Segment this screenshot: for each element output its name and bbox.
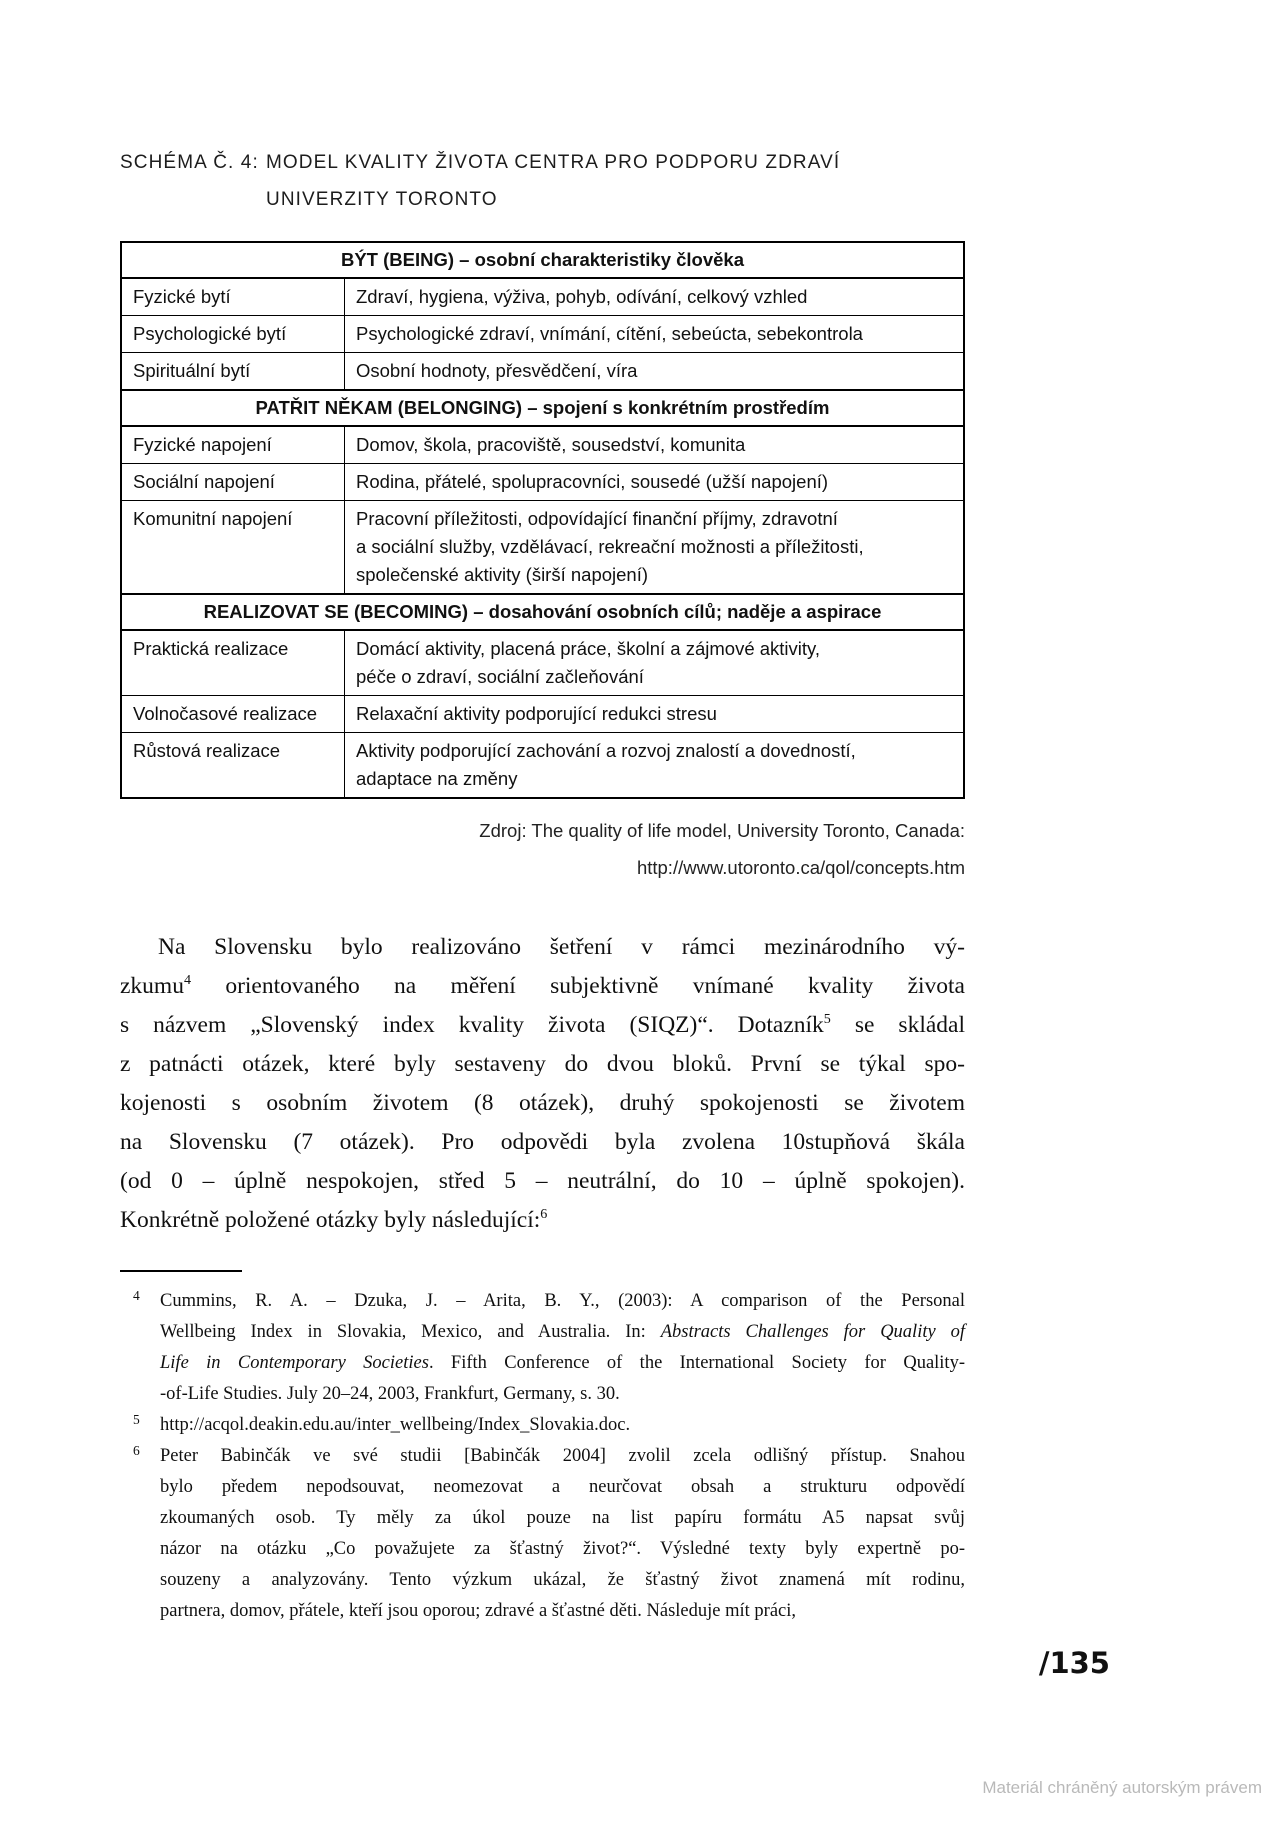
footnote-line <box>160 1441 965 1472</box>
schema-heading-line2: UNIVERZITY TORONTO <box>266 189 498 210</box>
text-segment: s názvem „Slovenský index kvality života (SIQZ)“. Dotazník <box>120 1012 824 1038</box>
row-value: Domov, škola, pracoviště, sousedství, komunita <box>345 426 965 464</box>
table-row <box>121 733 964 799</box>
table-section-header: BÝT (BEING) – osobní charakteristiky člověka <box>121 242 964 278</box>
text-segment: souzeny a analyzovány. Tento výzkum ukázal, že šťastný život znamená mít rodinu, <box>160 1570 965 1590</box>
body-line <box>120 1084 965 1123</box>
body-line <box>120 928 965 967</box>
row-label: Fyzické napojení <box>121 426 345 464</box>
footnote-line <box>160 1348 965 1379</box>
table-source-line1: Zdroj: The quality of life model, University Toronto, Canada: <box>479 820 965 841</box>
text-segment: zkumu <box>120 973 184 999</box>
table-row <box>121 464 964 501</box>
text-segment: se skládal <box>830 1012 965 1038</box>
row-value: Rodina, přátelé, spolupracovníci, sousedé (užší napojení) <box>345 464 965 501</box>
footnote <box>120 1410 965 1441</box>
row-value: Osobní hodnoty, přesvědčení, víra <box>345 353 965 391</box>
table-row <box>121 696 964 733</box>
text-segment: Abstracts Challenges for Quality of <box>660 1322 965 1342</box>
row-label: Psychologické bytí <box>121 316 345 353</box>
body-line <box>120 967 965 1006</box>
schema-heading-line1: MODEL KVALITY ŽIVOTA CENTRA PRO PODPORU ZDRAVÍ <box>266 152 841 173</box>
body-line <box>120 1006 965 1045</box>
footnote-marker: 5 <box>823 1011 831 1028</box>
footnote-line <box>160 1534 965 1565</box>
schema-heading-lines <box>266 144 840 218</box>
text-segment: kojenosti s osobním životem (8 otázek), druhý spokojenosti se životem <box>120 1090 965 1116</box>
row-value: Relaxační aktivity podporující redukci stresu <box>345 696 965 733</box>
body-line <box>120 1045 965 1084</box>
table-source <box>120 812 965 886</box>
row-label: Růstová realizace <box>121 733 345 799</box>
body-line <box>120 1201 965 1240</box>
text-segment: Peter Babinčák ve své studii [Babinčák 2004] zvolil zcela odlišný přístup. Snahou <box>160 1446 965 1466</box>
schema-heading <box>120 144 965 218</box>
footnote-marker: 4 <box>183 972 192 989</box>
table-row <box>121 353 964 391</box>
table-row <box>121 278 964 316</box>
table-row <box>121 630 964 696</box>
footnote-marker: 6 <box>540 1206 548 1223</box>
copyright-notice: Materiál chráněný autorským právem <box>982 1778 1262 1797</box>
table-row <box>121 426 964 464</box>
footnote <box>120 1441 965 1627</box>
row-label: Spirituální bytí <box>121 353 345 391</box>
footnote-line <box>160 1472 965 1503</box>
footnote-number: 4 <box>133 1288 140 1303</box>
footnote-body <box>160 1410 965 1441</box>
table-section-row <box>121 242 964 278</box>
footnotes <box>120 1286 965 1627</box>
schema-heading-label: SCHÉMA Č. 4: <box>120 152 259 173</box>
body-line <box>120 1123 965 1162</box>
row-label: Sociální napojení <box>121 464 345 501</box>
row-value: Aktivity podporující zachování a rozvoj znalostí a dovedností, adaptace na změny <box>345 733 965 799</box>
table-section-header: REALIZOVAT SE (BECOMING) – dosahování osobních cílů; naděje a aspirace <box>121 594 964 630</box>
footnote-line <box>160 1286 965 1317</box>
body-paragraph <box>120 928 965 1240</box>
row-value: Psychologické zdraví, vnímání, cítění, sebeúcta, sebekontrola <box>345 316 965 353</box>
footnote <box>120 1286 965 1410</box>
page-number: /135 <box>1038 1646 1110 1680</box>
text-segment: Cummins, R. A. – Dzuka, J. – Arita, B. Y., (2003): A comparison of the Personal <box>160 1291 965 1311</box>
text-segment: Konkrétně položené otázky byly následující: <box>120 1207 541 1233</box>
row-label: Fyzické bytí <box>121 278 345 316</box>
footnote-divider <box>120 1270 242 1272</box>
text-segment: . Fifth Conference of the International Society for Quality- <box>428 1353 965 1373</box>
footnote-line <box>160 1565 965 1596</box>
text-segment: (od 0 – úplně nespokojen, střed 5 – neutrální, do 10 – úplně spokojen). <box>120 1168 965 1194</box>
footnote-line <box>160 1410 965 1441</box>
text-segment: názor na otázku „Co považujete za šťastný život?“. Výsledné texty byly expertně po- <box>160 1539 965 1559</box>
row-label: Komunitní napojení <box>121 501 345 595</box>
qol-table <box>120 241 965 799</box>
qol-table-body <box>121 242 964 798</box>
text-segment: -of-Life Studies. July 20–24, 2003, Frankfurt, Germany, s. 30. <box>160 1384 620 1404</box>
text-segment: Wellbeing Index in Slovakia, Mexico, and Australia. In: <box>160 1322 661 1342</box>
footnote-number: 5 <box>133 1412 140 1427</box>
text-segment: Life in Contemporary Societies <box>160 1353 429 1373</box>
text-segment: partnera, domov, přátele, kteří jsou oporou; zdravé a šťastné děti. Následuje mít práci, <box>160 1601 797 1621</box>
footnote-body <box>160 1286 965 1410</box>
table-row <box>121 316 964 353</box>
footnote-line <box>160 1596 965 1627</box>
row-value: Domácí aktivity, placená práce, školní a zájmové aktivity, péče o zdraví, sociální začleňování <box>345 630 965 696</box>
row-value: Zdraví, hygiena, výživa, pohyb, odívání, celkový vzhled <box>345 278 965 316</box>
text-segment: zkoumaných osob. Ty měly za úkol pouze na list papíru formátu A5 napsat svůj <box>160 1508 965 1528</box>
text-segment: bylo předem nepodsouvat, neomezovat a neurčovat obsah a strukturu odpovědí <box>160 1477 965 1497</box>
page-content <box>120 144 965 1627</box>
text-segment: http://acqol.deakin.edu.au/inter_wellbeing/Index_Slovakia.doc. <box>160 1415 631 1435</box>
table-section-row <box>121 390 964 426</box>
table-section-header: PATŘIT NĚKAM (BELONGING) – spojení s konkrétním prostředím <box>121 390 964 426</box>
text-segment: orientovaného na měření subjektivně vnímané kvality života <box>191 973 965 999</box>
row-value: Pracovní příležitosti, odpovídající finanční příjmy, zdravotní a sociální služby, vzdělávací, rekreační možnosti a příležitosti, společenské aktivity (širší napojení) <box>345 501 965 595</box>
footnote-line <box>160 1503 965 1534</box>
body-line <box>120 1162 965 1201</box>
footnote-body <box>160 1441 965 1627</box>
text-segment: z patnácti otázek, které byly sestaveny do dvou bloků. První se týkal spo- <box>120 1051 965 1077</box>
footnote-line <box>160 1317 965 1348</box>
footnote-line <box>160 1379 965 1410</box>
footnote-number: 6 <box>133 1443 140 1458</box>
table-section-row <box>121 594 964 630</box>
table-row <box>121 501 964 595</box>
text-segment: Na Slovensku bylo realizováno šetření v rámci mezinárodního vý- <box>158 934 965 960</box>
table-source-line2: http://www.utoronto.ca/qol/concepts.htm <box>636 857 965 878</box>
row-label: Volnočasové realizace <box>121 696 345 733</box>
text-segment: na Slovensku (7 otázek). Pro odpovědi byla zvolena 10stupňová škála <box>120 1129 965 1155</box>
row-label: Praktická realizace <box>121 630 345 696</box>
